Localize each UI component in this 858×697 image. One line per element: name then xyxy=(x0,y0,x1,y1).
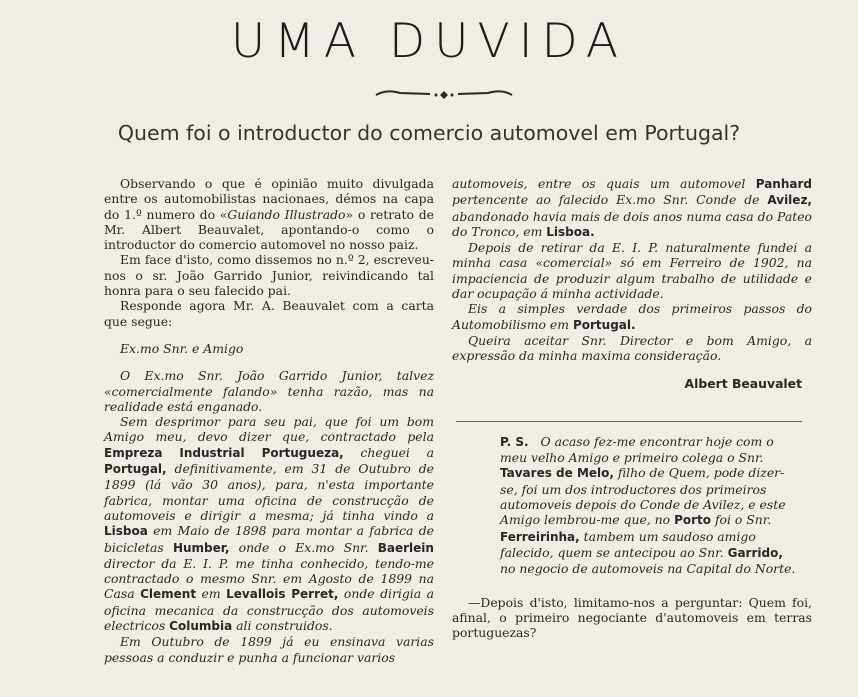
article-title: UMA DUVIDA xyxy=(230,14,628,69)
letter-salutation: Ex.mo Snr. e Amigo xyxy=(120,340,244,356)
right-column xyxy=(452,176,812,640)
postscript: P. S. O acaso fez-me encontrar hoje com o meu velho Amigo e primeiro colega o Snr. Tavares de Melo, filho de Quem, pode dizer-se, foi um dos introductores dos primeiros automoveis depois do Conde de Avilez, e este Amigo lembrou-me que, no Porto foi o Snr. Ferreirinha, tambem um saudoso amigo falecido, quem se antecipou ao Snr. Garrido, no negocio de automoveis na Capital do Norte. xyxy=(500,433,796,577)
left-column xyxy=(104,176,434,665)
letter-closing: Queira aceitar Snr. Director e bom Amigo, a expressão da minha maxima consideração. xyxy=(452,332,812,364)
section-divider xyxy=(456,421,802,422)
article-subtitle: Quem foi o introductor do comercio automovel em Portugal? xyxy=(117,121,741,145)
letter-paragraph-2: Sem desprimor para seu pai, que foi um bom Amigo meu, devo dizer que, contractado pela Empreza Industrial Portugueza, cheguei a Portugal, definitivamente, em 31 de Outubro de 1899 (lá vão 30 anos), para, n'esta importante fabrica, montar uma oficina de construcção de automoveis e dirigir a mesma; já tinha vindo a Lisboa em Maio de 1898 para montar a fabrica de bicicletas Humber, onde o Ex.mo Snr. Baerlein director da E. I. P. me tinha conhecido, tendo-me contractado o mesmo Snr. em Agosto de 1899 na Casa Clement em Levallois Perret, onde dirigia a oficina mecanica da construcção dos automoveis electricos Columbia ali construidos. xyxy=(104,414,434,634)
response-intro: Responde agora Mr. A. Beauvalet com a carta que segue: xyxy=(104,298,434,329)
letter-paragraph-3: Em Outubro de 1899 já eu ensinava varias pessoas a conduzir e punha a funcionar varios xyxy=(104,634,434,665)
letter-paragraph-5: Eis a simples verdade dos primeiros passos do Automobilismo em Portugal. xyxy=(452,301,812,332)
letter-paragraph-4: Depois de retirar da E. I. P. naturalmente fundei a minha casa «comercial» só em Ferreiro de 1902, na impaciencia de produzir algum trabalho de utilidade e dar ocupação á minha actividade. xyxy=(452,240,812,302)
letter-paragraph-1: O Ex.mo Snr. João Garrido Junior, talvez «comercialmente falando» tenha razão, mas na realidade está enganado. xyxy=(104,368,434,414)
intro-paragraph: Observando o que é opinião muito divulgada entre os automobilistas nacionaes, démos na capa do 1.º numero do «Guiando Illustrado» o retrato de Mr. Albert Beauvalet, apontando-o como o introductor do comercio automovel no nosso paiz. xyxy=(104,176,434,253)
closing-question: —Depois d'isto, limitamo-nos a perguntar: Quem foi, afinal, o primeiro negociante d'automoveis em terras portuguezas? xyxy=(452,594,812,641)
letter-signature: Albert Beauvalet xyxy=(684,375,802,391)
context-paragraph: Em face d'isto, como dissemos no n.º 2, escreveu-nos o sr. João Garrido Junior, reivindicando tal honra para o seu falecido pai. xyxy=(104,252,434,299)
ornament-divider-icon xyxy=(372,86,516,102)
letter-continuation: automoveis, entre os quais um automovel Panhard pertencente ao falecido Ex.mo Snr. Conde de Avilez, abandonado havia mais de dois anos numa casa do Pateo do Tronco, em Lisboa. xyxy=(452,176,812,239)
